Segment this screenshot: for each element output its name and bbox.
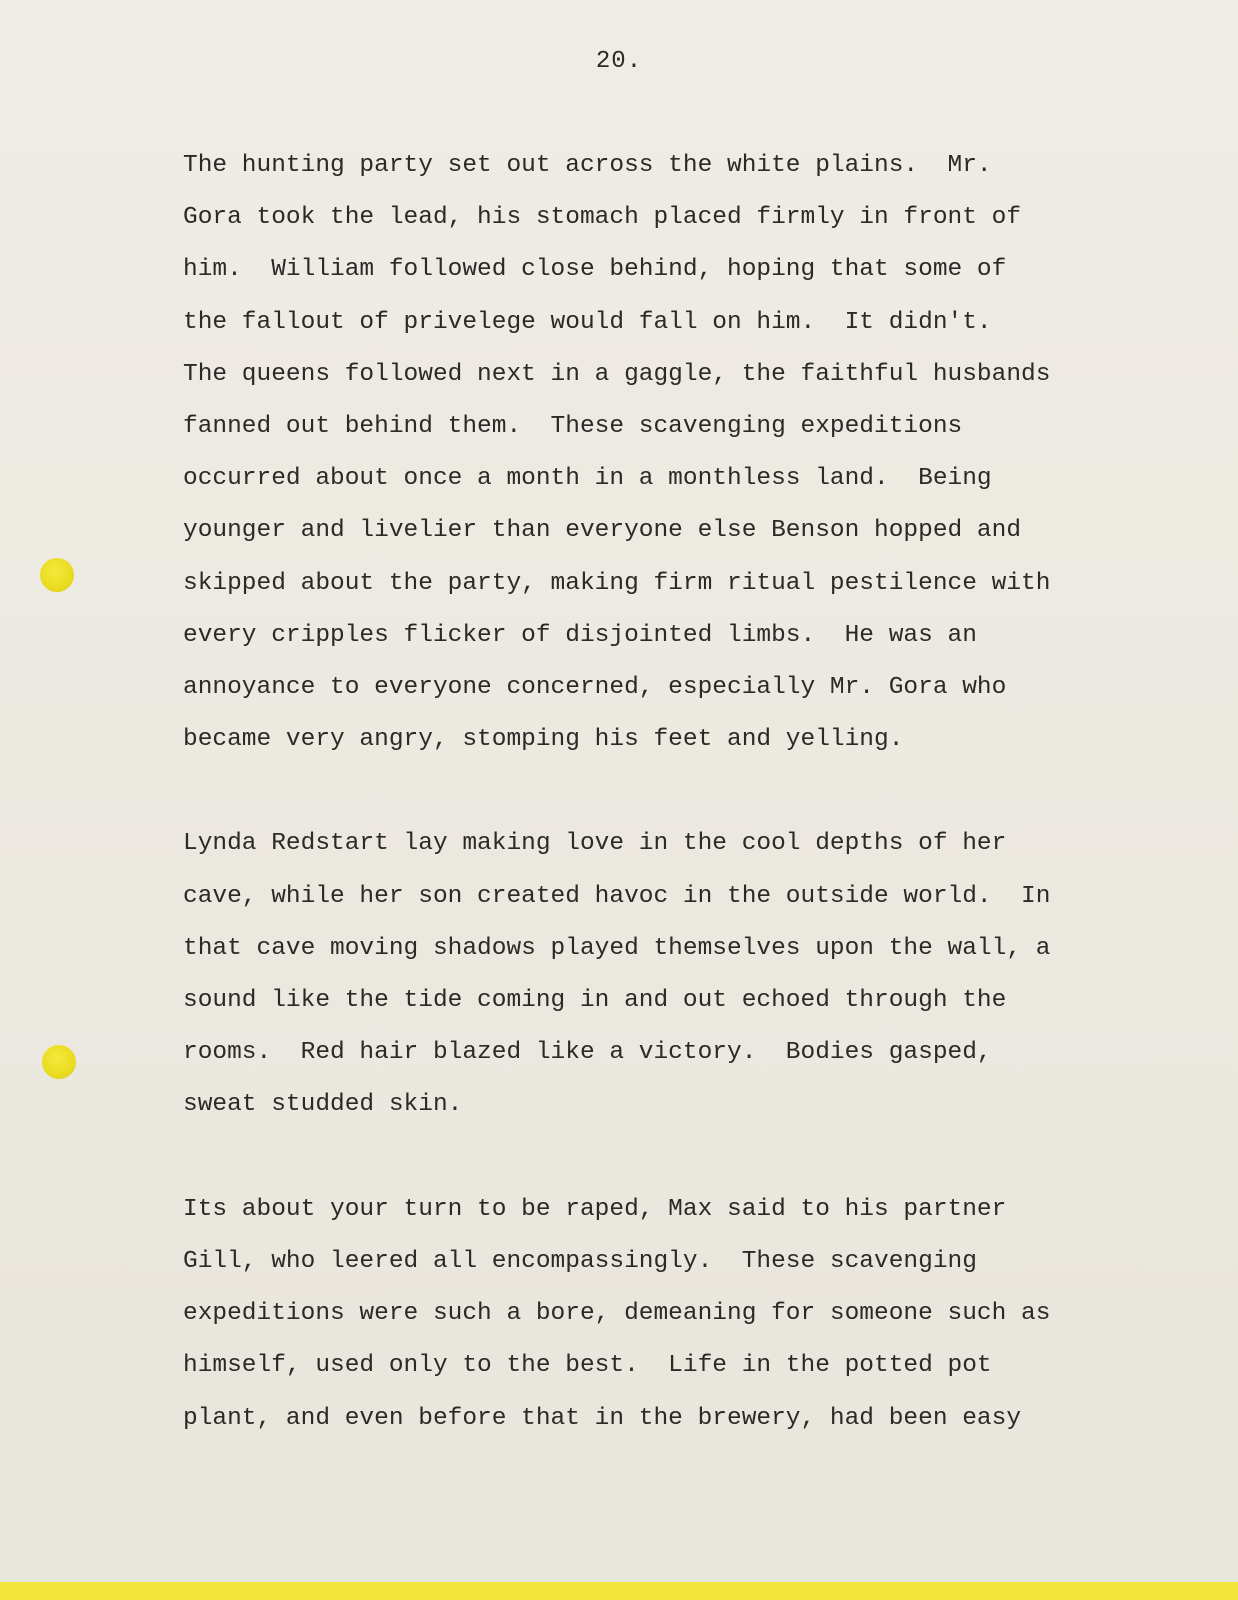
text-line: plant, and even before that in the brewery, had been easy	[183, 1404, 1022, 1432]
text-line: rooms. Red hair blazed like a victory. Bodies gasped,	[183, 1039, 992, 1067]
text-line: fanned out behind them. These scavenging expeditions	[183, 412, 963, 440]
text-line: annoyance to everyone concerned, especially Mr. Gora who	[183, 673, 1007, 701]
text-line: that cave moving shadows played themselves upon the wall, a	[183, 934, 1051, 962]
text-line: expeditions were such a bore, demeaning for someone such as	[183, 1300, 1051, 1328]
text-line: Gill, who leered all encompassingly. These scavenging	[183, 1247, 977, 1275]
text-line: sweat studded skin.	[183, 1091, 463, 1119]
text-line: Lynda Redstart lay making love in the cool depths of her	[183, 830, 1007, 858]
paragraph-1	[183, 140, 1183, 766]
body-text	[183, 140, 1183, 1445]
text-line: him. William followed close behind, hoping that some of	[183, 256, 1007, 284]
text-line: The queens followed next in a gaggle, the faithful husbands	[183, 360, 1051, 388]
text-line: became very angry, stomping his feet and yelling.	[183, 726, 904, 754]
paragraph-gap	[183, 766, 1183, 818]
text-line: cave, while her son created havoc in the outside world. In	[183, 882, 1051, 910]
text-line: sound like the tide coming in and out echoed through the	[183, 987, 1007, 1014]
text-line: himself, used only to the best. Life in the potted pot	[183, 1352, 992, 1380]
text-line: Gora took the lead, his stomach placed firmly in front of	[183, 204, 1022, 232]
text-line: Its about your turn to be raped, Max said to his partner	[183, 1195, 1007, 1223]
text-line: younger and livelier than everyone else Benson hopped and	[183, 517, 1022, 545]
paragraph-gap	[183, 1132, 1183, 1184]
text-line: The hunting party set out across the white plains. Mr.	[183, 152, 992, 179]
paragraph-2	[183, 818, 1183, 1131]
paragraph-3	[183, 1184, 1183, 1445]
punch-hole-lower	[42, 1045, 76, 1079]
text-line: the fallout of privelege would fall on him. It didn't.	[183, 308, 992, 336]
text-line: skipped about the party, making firm ritual pestilence with	[183, 569, 1051, 597]
page-number: 20.	[595, 48, 643, 75]
text-line: occurred about once a month in a monthless land. Being	[183, 465, 992, 493]
punch-hole-upper	[40, 558, 74, 592]
yellow-binding-strip	[0, 1582, 1238, 1600]
text-line: every cripples flicker of disjointed limbs. He was an	[183, 621, 977, 649]
